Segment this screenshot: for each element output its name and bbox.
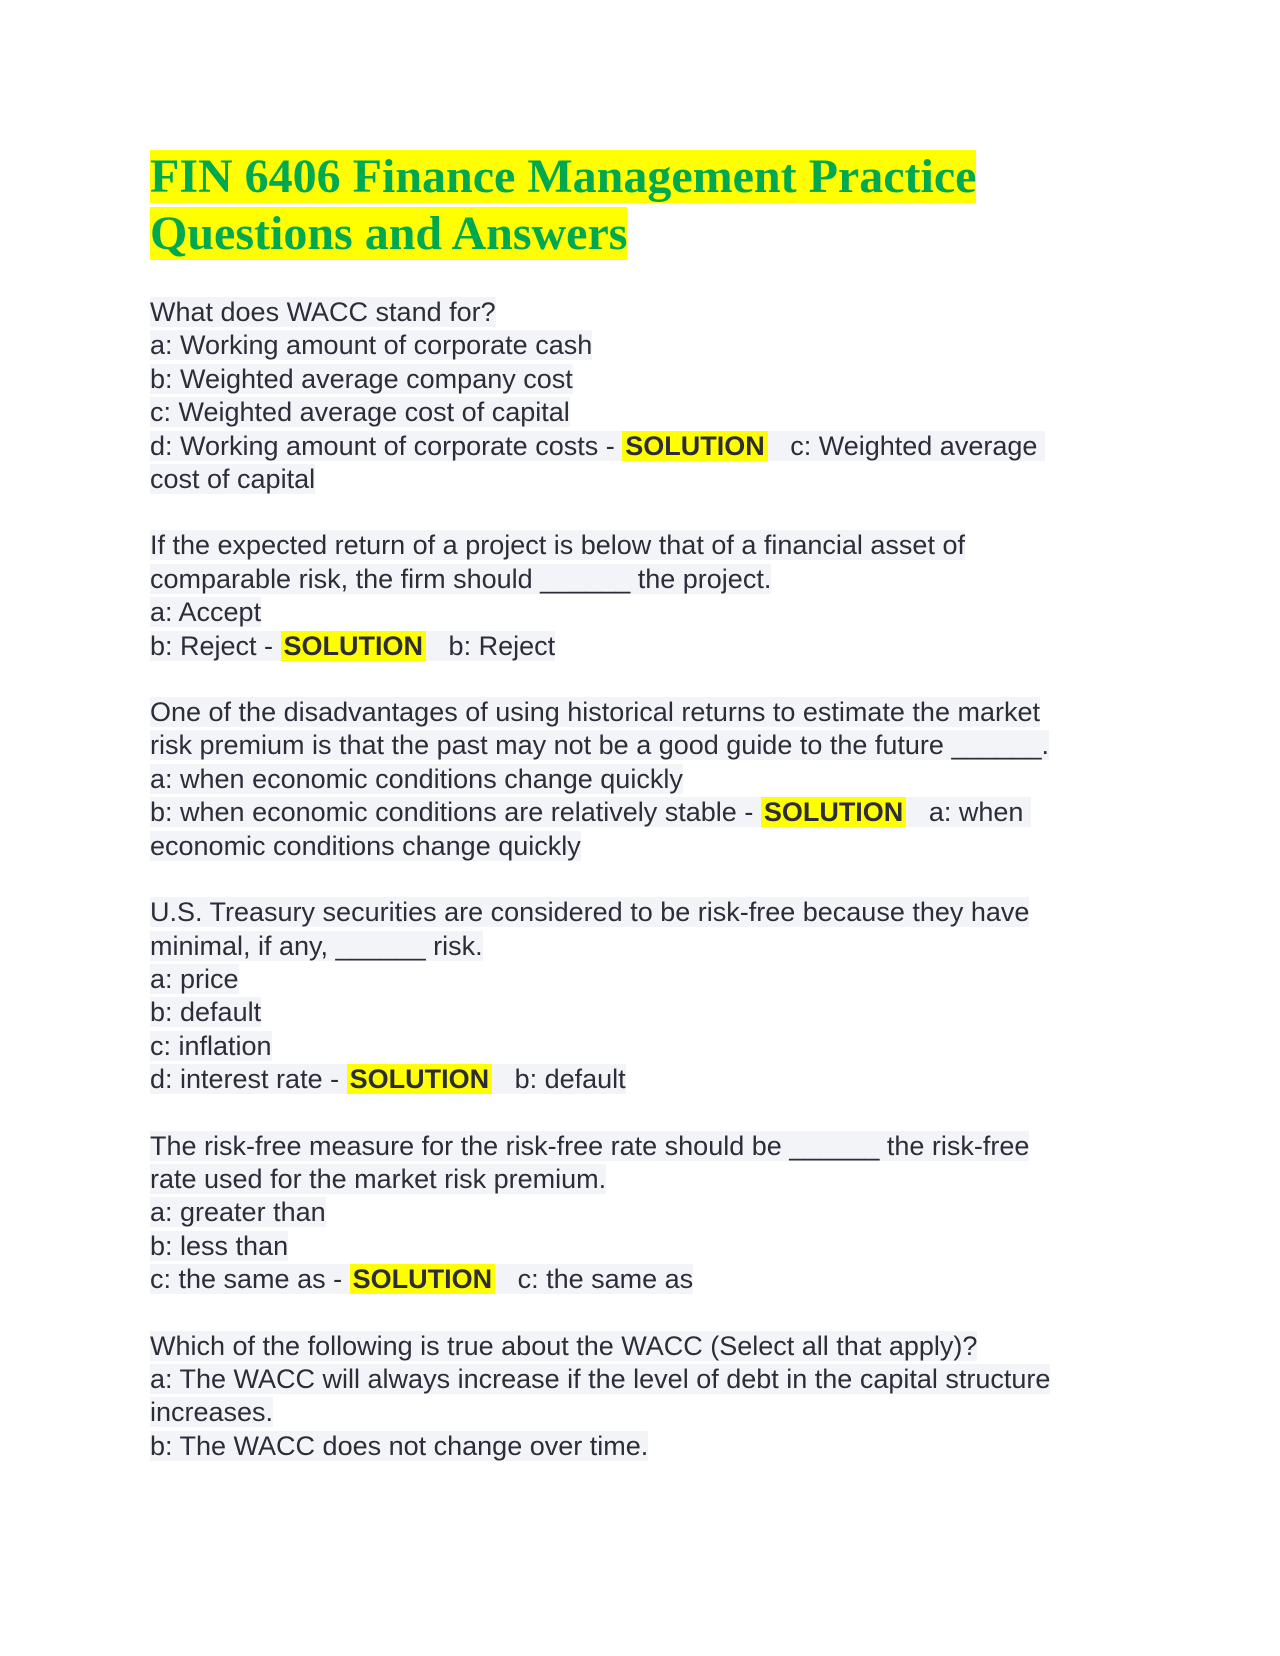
answer-option: a: Working amount of corporate cash — [150, 330, 593, 361]
solution-answer-continued: cost of capital — [150, 464, 316, 495]
title-line-1: FIN 6406 Finance Management Practice — [150, 150, 977, 203]
answer-option: a: greater than — [150, 1197, 326, 1228]
answer-option: c: inflation — [150, 1030, 272, 1061]
solution-label: SOLUTION — [281, 631, 427, 661]
answer-option: b: Weighted average company cost — [150, 363, 573, 394]
answer-option: a: price — [150, 963, 239, 994]
question-text-continued: minimal, if any, ______ risk. — [150, 930, 483, 961]
question-text: The risk-free measure for the risk-free rate should be ______ the risk-free — [150, 1130, 1030, 1161]
solution-answer: c: the same as — [495, 1264, 694, 1295]
answer-option: c: the same as - — [150, 1264, 350, 1295]
question-list — [150, 296, 1140, 1463]
question-block-1 — [150, 296, 1140, 496]
question-block-2 — [150, 529, 1140, 663]
solution-label: SOLUTION — [761, 797, 907, 827]
question-text-continued: risk premium is that the past may not be a good guide to the future ______. — [150, 730, 1050, 761]
solution-label: SOLUTION — [347, 1064, 493, 1094]
question-text-continued: rate used for the market risk premium. — [150, 1163, 607, 1194]
solution-answer: b: default — [492, 1064, 626, 1095]
question-text: If the expected return of a project is below that of a financial asset of — [150, 530, 965, 561]
answer-option: c: Weighted average cost of capital — [150, 397, 570, 428]
answer-option: d: interest rate - — [150, 1064, 347, 1095]
answer-option: b: The WACC does not change over time. — [150, 1430, 649, 1461]
answer-option: a: The WACC will always increase if the level of debt in the capital structure — [150, 1363, 1051, 1394]
question-text: U.S. Treasury securities are considered to be risk-free because they have — [150, 897, 1030, 928]
solution-label: SOLUTION — [350, 1264, 496, 1294]
question-block-4 — [150, 896, 1140, 1096]
answer-option: b: when economic conditions are relatively stable - — [150, 797, 761, 828]
document-title — [150, 148, 1140, 262]
document-page — [150, 148, 1140, 1496]
solution-answer: b: Reject — [426, 630, 556, 661]
answer-option-continued: increases. — [150, 1397, 274, 1428]
question-block-3 — [150, 696, 1140, 863]
solution-answer: a: when — [906, 797, 1031, 828]
question-block-6 — [150, 1330, 1140, 1464]
solution-answer: c: Weighted average — [767, 430, 1045, 461]
answer-option: b: default — [150, 997, 262, 1028]
answer-option: b: less than — [150, 1230, 289, 1261]
answer-option: a: Accept — [150, 597, 262, 628]
question-text: One of the disadvantages of using historical returns to estimate the market — [150, 697, 1040, 728]
question-text: Which of the following is true about the WACC (Select all that apply)? — [150, 1330, 978, 1361]
answer-option: b: Reject - — [150, 630, 281, 661]
solution-label: SOLUTION — [622, 431, 768, 461]
answer-option: a: when economic conditions change quickly — [150, 763, 683, 794]
question-text: What does WACC stand for? — [150, 297, 496, 327]
answer-option: d: Working amount of corporate costs - — [150, 430, 623, 461]
solution-answer-continued: economic conditions change quickly — [150, 830, 581, 861]
question-text-continued: comparable risk, the firm should ______ the project. — [150, 563, 772, 594]
question-block-5 — [150, 1130, 1140, 1297]
title-line-2: Questions and Answers — [150, 207, 628, 260]
